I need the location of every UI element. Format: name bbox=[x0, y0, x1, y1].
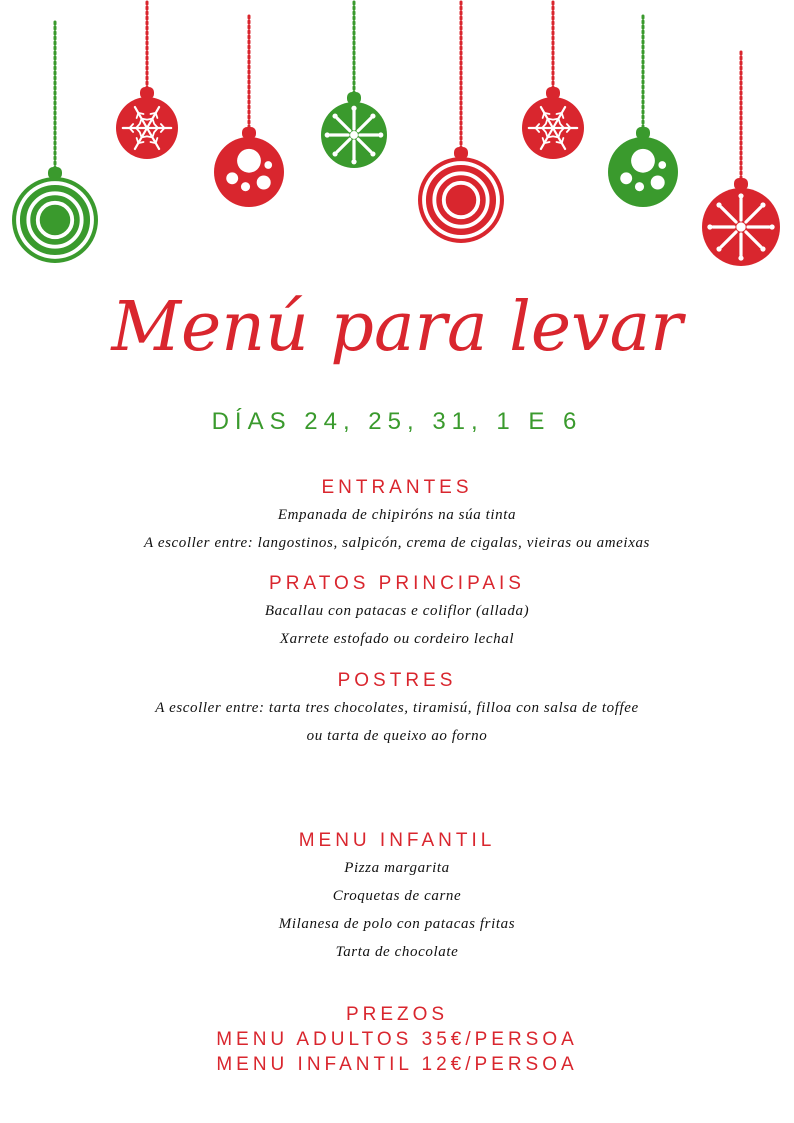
red-star-ornament bbox=[702, 52, 780, 266]
section-heading-infantil: MENU INFANTIL bbox=[298, 830, 496, 851]
green-rings-ornament bbox=[12, 22, 98, 263]
menu-item: Pizza margarita bbox=[344, 860, 450, 876]
menu-item: A escoller entre: langostinos, salpicón, crema de cigalas, vieiras ou ameixas bbox=[144, 535, 650, 551]
red-dots-ornament bbox=[214, 16, 284, 207]
section-heading-prezos: PREZOS bbox=[345, 1004, 449, 1025]
green-dots-ornament bbox=[608, 16, 678, 207]
menu-item: Milanesa de polo con patacas fritas bbox=[278, 916, 516, 932]
ornament-decoration bbox=[0, 0, 794, 290]
price-adults: MENU ADULTOS 35€/PERSOA bbox=[216, 1029, 578, 1050]
red-rings-ornament bbox=[418, 2, 504, 243]
red-snowflake-ornament bbox=[116, 2, 178, 159]
menu-item: Bacallau con patacas e coliflor (allada) bbox=[264, 603, 530, 619]
menu-item: Xarrete estofado ou cordeiro lechal bbox=[279, 631, 515, 647]
menu-item: Croquetas de carne bbox=[332, 888, 462, 904]
red-snowflake-ornament-2 bbox=[522, 2, 584, 159]
menu-item: ou tarta de queixo ao forno bbox=[306, 728, 488, 744]
page-title: Menú para levar bbox=[111, 288, 683, 367]
menu-item: A escoller entre: tarta tres chocolates, tiramisú, filloa con salsa de toffee bbox=[155, 700, 639, 716]
section-heading-postres: POSTRES bbox=[337, 670, 457, 691]
price-children: MENU INFANTIL 12€/PERSOA bbox=[216, 1054, 578, 1075]
section-heading-pratos: PRATOS PRINCIPAIS bbox=[269, 573, 525, 594]
green-star-ornament bbox=[321, 2, 387, 168]
dates-subtitle: DÍAS 24, 25, 31, 1 E 6 bbox=[211, 408, 583, 435]
section-heading-entrantes: ENTRANTES bbox=[321, 477, 473, 498]
menu-item: Tarta de chocolate bbox=[335, 944, 459, 960]
menu-item: Empanada de chipiróns na súa tinta bbox=[277, 507, 517, 523]
